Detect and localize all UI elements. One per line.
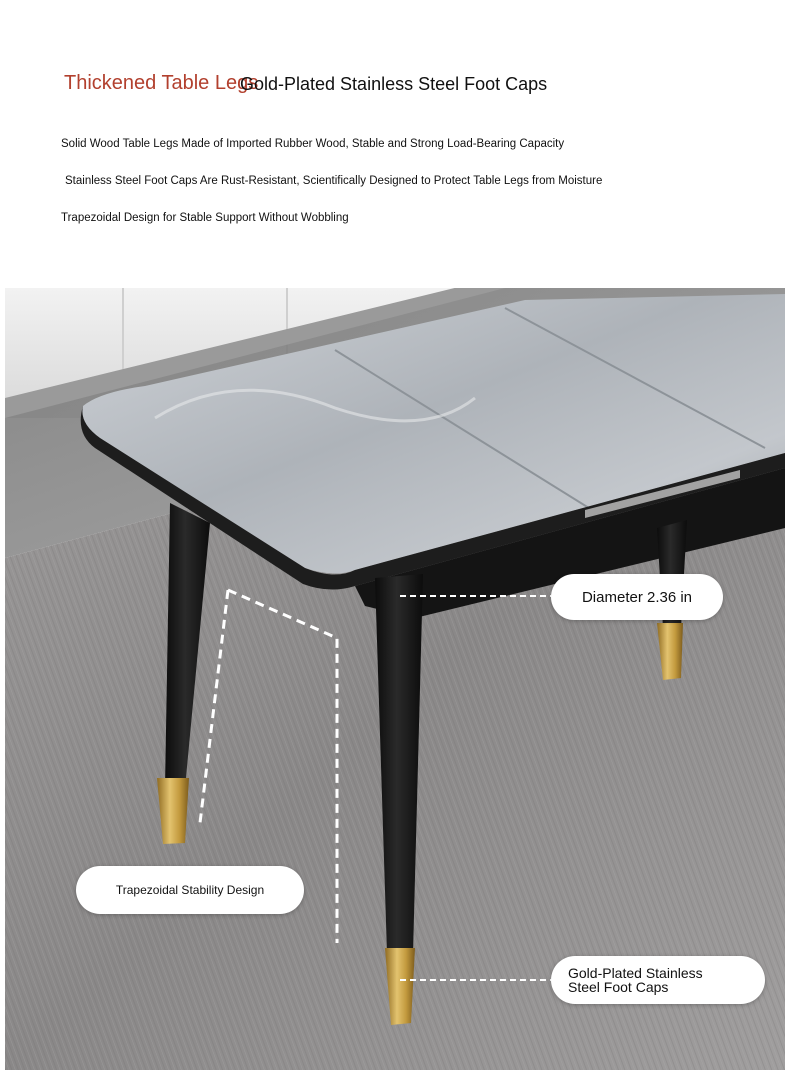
feature-line-1: Solid Wood Table Legs Made of Imported Rubber Wood, Stable and Strong Load-Bearing Capacity: [61, 138, 565, 150]
callout-diameter: [551, 574, 723, 620]
feature-line-3: Trapezoidal Design for Stable Support Without Wobbling: [61, 212, 349, 224]
feature-line-2: Stainless Steel Foot Caps Are Rust-Resistant, Scientifically Designed to Protect Table Legs from Moisture: [65, 175, 603, 187]
callout-foot-caps: [551, 956, 765, 1004]
header-section: [0, 0, 790, 288]
product-photo: [5, 288, 785, 1070]
callout-diameter-label: Diameter 2.36 in: [581, 588, 693, 606]
title-foot-caps: Gold-Plated Stainless Steel Foot Caps: [240, 74, 548, 94]
callout-foot-caps-label: Gold-Plated Stainless Steel Foot Caps: [568, 965, 703, 995]
title-thickened-legs: Thickened Table Legs: [64, 72, 259, 94]
callout-trapezoidal: [76, 866, 304, 914]
callout-trapezoidal-label: Trapezoidal Stability Design: [115, 883, 265, 897]
